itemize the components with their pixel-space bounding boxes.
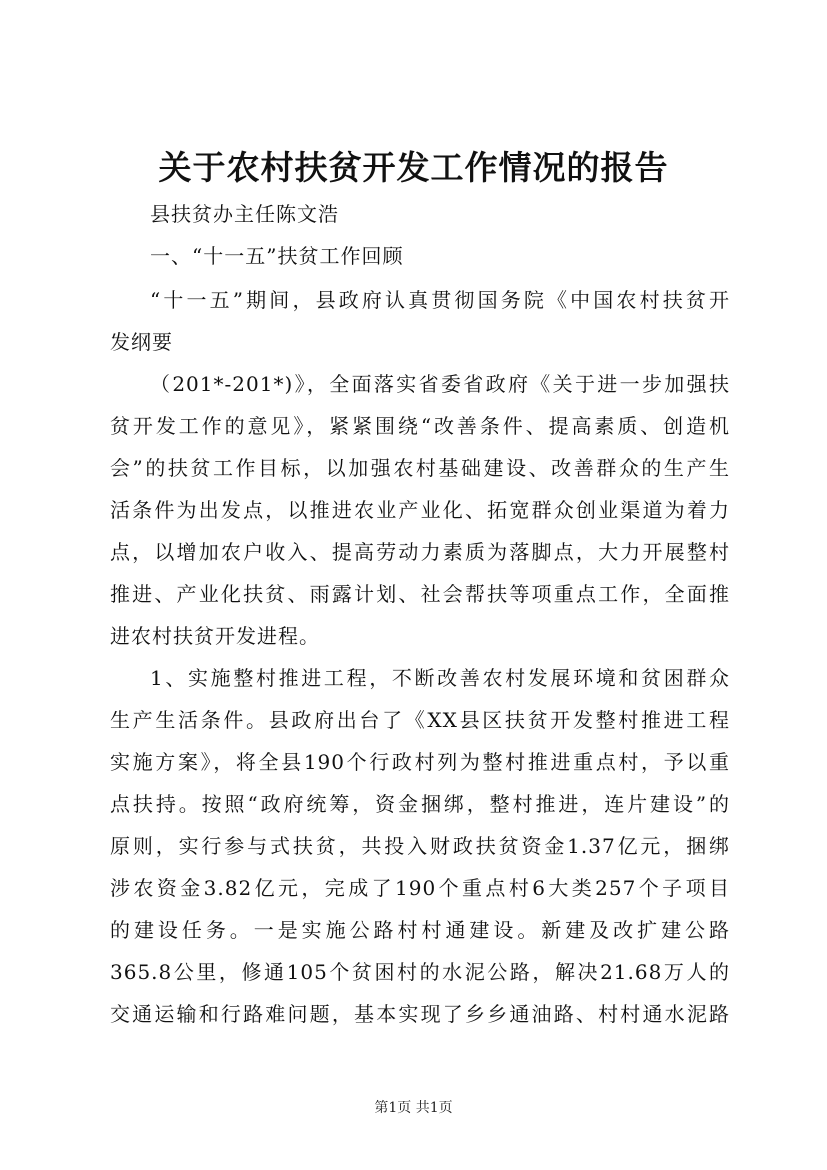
paragraph-line: 涉农资金3.82亿元，完成了190个重点村6大类257个子项目 [110, 876, 730, 900]
author-line: 县扶贫办主任陈文浩 [150, 202, 339, 226]
page-number-footer: 第1页 共1页 [374, 1100, 453, 1116]
section-heading: 一、“十一五”扶贫工作回顾 [150, 244, 404, 268]
paragraph-line: 交通运输和行路难问题，基本实现了乡乡通油路、村村通水泥路 [110, 1002, 730, 1026]
paragraph-line: 实施方案》，将全县190个行政村列为整村推进重点村，予以重 [110, 750, 730, 774]
paragraph-line: 贫开发工作的意见》，紧紧围绕“改善条件、提高素质、创造机 [110, 414, 730, 438]
paragraph-line: 365.8公里，修通105个贫困村的水泥公路，解决21.68万人的 [110, 960, 730, 984]
paragraph-line: “十一五”期间，县政府认真贯彻国务院《中国农村扶贫开 [150, 288, 730, 312]
paragraph-line: 活条件为出发点，以推进农业产业化、拓宽群众创业渠道为着力 [110, 498, 730, 522]
paragraph-line: 推进、产业化扶贫、雨露计划、社会帮扶等项重点工作，全面推 [110, 582, 730, 606]
paragraph-line: 1、实施整村推进工程，不断改善农村发展环境和贫困群众 [150, 666, 730, 690]
document-title: 关于农村扶贫开发工作情况的报告 [158, 148, 669, 187]
paragraph-line: 原则，实行参与式扶贫，共投入财政扶贫资金1.37亿元，捆绑 [110, 834, 730, 858]
paragraph-line: 生产生活条件。县政府出台了《XX县区扶贫开发整村推进工程 [110, 708, 730, 732]
paragraph-line: （201*-201*)》，全面落实省委省政府《关于进一步加强扶 [150, 372, 730, 396]
paragraph-line: 发纲要 [110, 330, 173, 354]
paragraph-line: 会”的扶贫工作目标，以加强农村基础建设、改善群众的生产生 [110, 456, 730, 480]
paragraph-line: 进农村扶贫开发进程。 [110, 624, 320, 648]
paragraph-line: 的建设任务。一是实施公路村村通建设。新建及改扩建公路 [110, 918, 730, 942]
paragraph-line: 点，以增加农户收入、提高劳动力素质为落脚点，大力开展整村 [110, 540, 730, 564]
paragraph-line: 点扶持。按照“政府统筹，资金捆绑，整村推进，连片建设”的 [110, 792, 730, 816]
